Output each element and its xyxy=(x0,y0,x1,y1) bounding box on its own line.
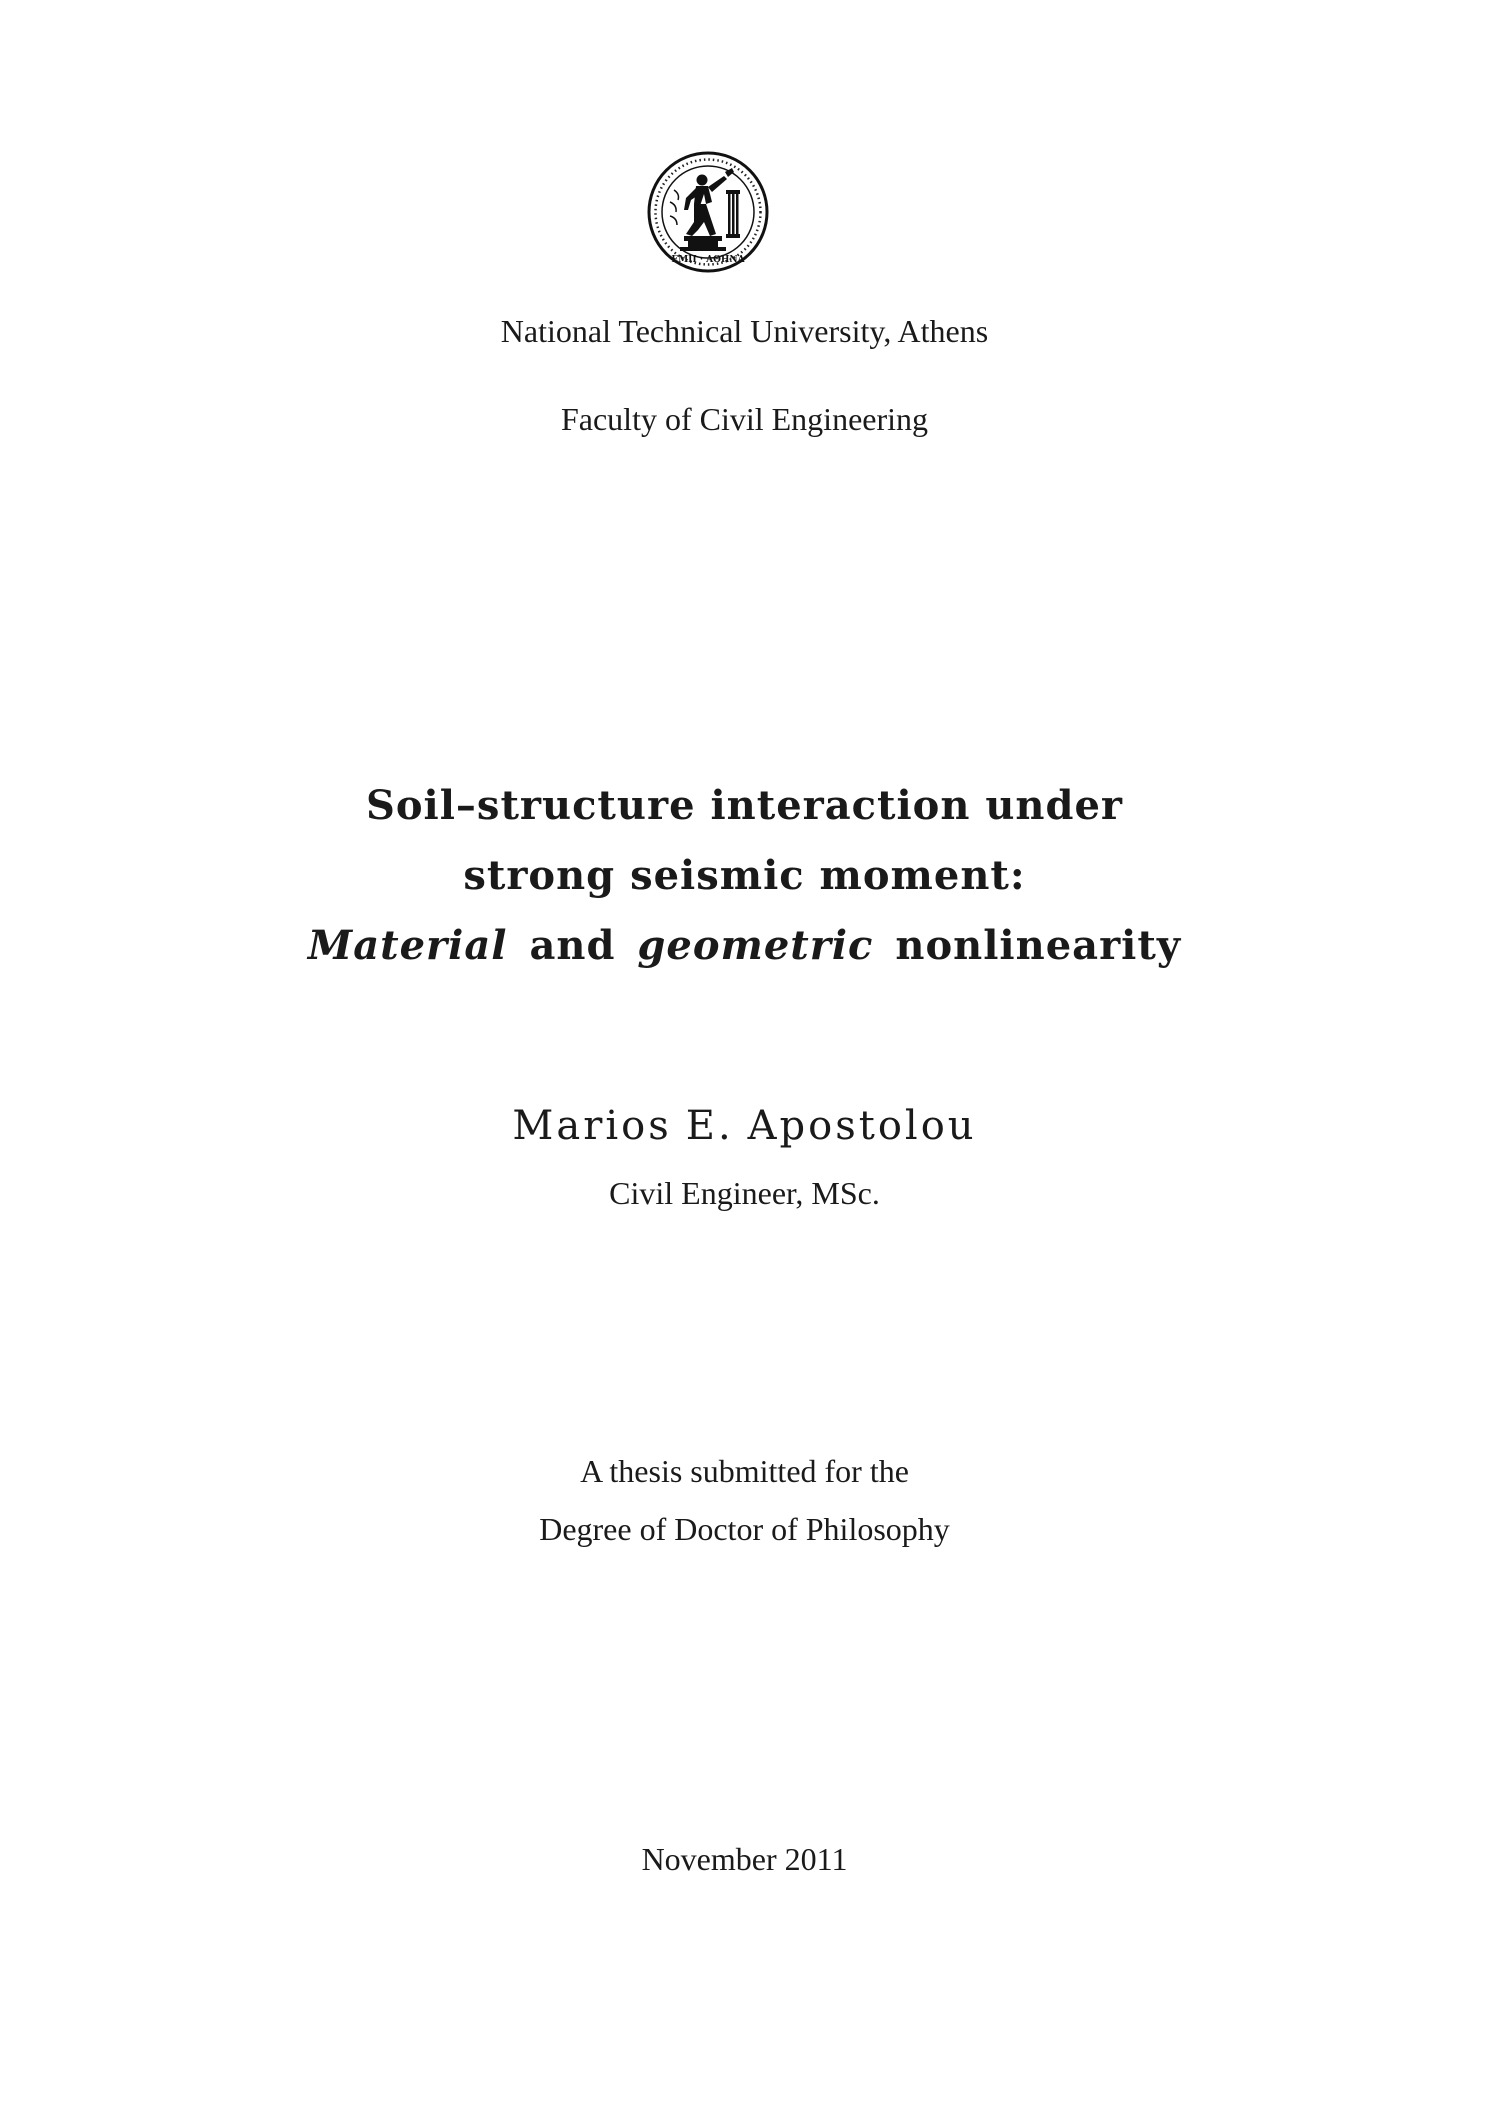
seal-legend: ΕΜΠ · ΑΘΗΝΑ xyxy=(671,255,745,265)
author-credentials: Civil Engineer, MSc. xyxy=(609,1175,880,1211)
title-word-nonlinearity: nonlinearity xyxy=(895,922,1182,969)
author-first-name: Marios xyxy=(512,1103,672,1149)
submission-line-2: Degree of Doctor of Philosophy xyxy=(539,1511,950,1547)
title-word-geometric: geometric xyxy=(637,922,874,969)
university-name: National Technical University, Athens xyxy=(500,313,989,349)
author-name xyxy=(0,1102,1489,1150)
faculty-name: Faculty of Civil Engineering xyxy=(560,401,929,437)
author-last-name: Apostolou xyxy=(747,1103,977,1149)
thesis-title-line-2: strong seismic moment: xyxy=(463,852,1026,899)
thesis-title-line-1: Soil–structure interaction under xyxy=(365,782,1124,829)
submission-date: November 2011 xyxy=(641,1841,848,1877)
university-seal-icon xyxy=(646,150,770,274)
author-initial: E. xyxy=(685,1103,734,1149)
submission-line-1: A thesis submitted for the xyxy=(580,1453,909,1489)
title-word-and: and xyxy=(529,922,616,969)
thesis-title-line-3 xyxy=(0,922,1489,970)
title-word-material: Material xyxy=(307,922,508,969)
